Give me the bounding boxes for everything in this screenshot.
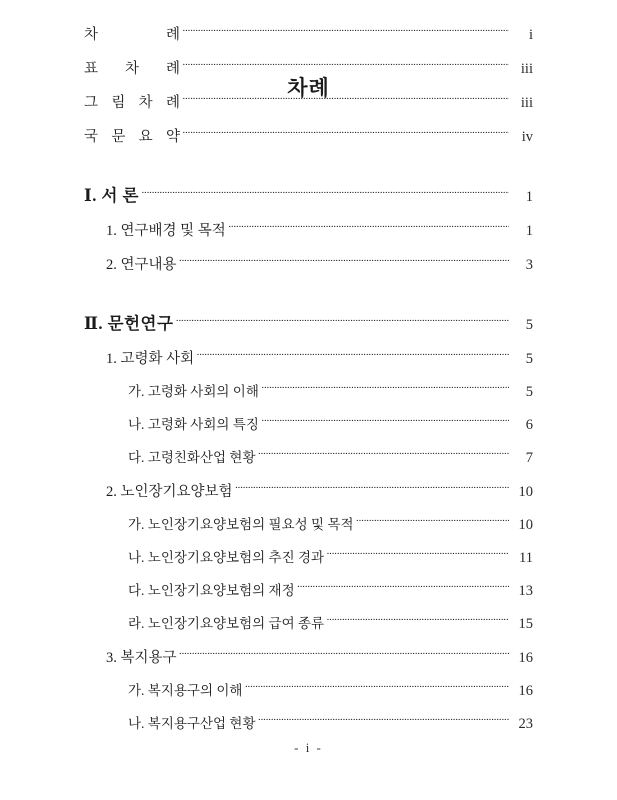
dot-leader bbox=[141, 185, 509, 202]
label-char: 표 bbox=[84, 61, 99, 77]
toc-entry-subsection[interactable] bbox=[128, 413, 533, 434]
toc-section bbox=[84, 646, 533, 667]
dot-leader bbox=[179, 255, 509, 270]
toc-entry-page: 5 bbox=[525, 351, 533, 367]
toc-section bbox=[84, 480, 533, 501]
dot-leader bbox=[244, 682, 509, 696]
toc-entry-page: iii bbox=[520, 61, 533, 77]
toc-subsection bbox=[84, 712, 533, 733]
toc-entry-front-3[interactable] bbox=[84, 125, 533, 146]
label-char: 국 bbox=[84, 129, 99, 145]
toc-entry-page: 10 bbox=[518, 517, 533, 533]
toc-subsection bbox=[84, 579, 533, 600]
dot-leader bbox=[258, 449, 510, 463]
toc-entry-subsection[interactable] bbox=[128, 513, 533, 534]
dot-leader bbox=[356, 516, 509, 530]
toc-entry-page: 1 bbox=[525, 223, 533, 239]
toc-entry-page: i bbox=[528, 27, 533, 43]
toc-entry-label: 라. 노인장기요양보험의 급여 종류 bbox=[128, 616, 325, 631]
toc-chapter-2 bbox=[84, 310, 533, 334]
toc-subsection bbox=[84, 413, 533, 434]
toc-entry-front-0[interactable] bbox=[84, 23, 533, 44]
label-char: 문 bbox=[111, 129, 126, 145]
toc-entry-subsection[interactable] bbox=[128, 712, 533, 733]
toc-entry-label: 나. 노인장기요양보험의 추진 경과 bbox=[128, 550, 325, 565]
toc-entry-page: iv bbox=[521, 129, 533, 145]
toc-entry-page: iii bbox=[520, 95, 533, 111]
dot-leader bbox=[297, 582, 509, 596]
label-char: 약 bbox=[165, 129, 180, 145]
dot-leader bbox=[326, 549, 509, 563]
toc-subsection bbox=[84, 446, 533, 467]
dot-leader bbox=[179, 648, 509, 663]
toc-entry-page: 16 bbox=[518, 650, 533, 666]
dot-leader bbox=[182, 127, 509, 142]
page-title: 차례 bbox=[287, 76, 330, 100]
toc-entry-label: 1. 고령화 사회 bbox=[106, 351, 195, 367]
toc-section bbox=[84, 253, 533, 274]
dot-leader bbox=[228, 221, 509, 236]
label-char: 림 bbox=[111, 95, 126, 111]
dot-leader bbox=[175, 313, 509, 330]
toc-entry-front-2[interactable] bbox=[84, 91, 533, 112]
toc-entry-chapter[interactable] bbox=[84, 182, 533, 206]
toc-entry-page: 10 bbox=[518, 484, 533, 500]
toc-entry-subsection[interactable] bbox=[128, 446, 533, 467]
toc-entry-page: 15 bbox=[518, 616, 533, 632]
toc-section bbox=[84, 347, 533, 368]
label-char: 차 bbox=[84, 27, 99, 43]
toc-entry-page: 23 bbox=[518, 716, 533, 732]
toc-entry-page: 6 bbox=[525, 417, 533, 433]
dot-leader bbox=[182, 59, 509, 74]
toc-subsection bbox=[84, 380, 533, 401]
label-char: 례 bbox=[165, 95, 180, 111]
toc-entry-label: 2. 노인장기요양보험 bbox=[106, 484, 233, 500]
toc-section bbox=[84, 219, 533, 240]
toc-entry-label: 나. 복지용구산업 현황 bbox=[128, 716, 256, 731]
label-char: 요 bbox=[138, 129, 153, 145]
label-char: 례 bbox=[165, 27, 180, 43]
toc-entry-label: 가. 고령화 사회의 이해 bbox=[128, 384, 259, 399]
toc-entry-label: 가. 노인장기요양보험의 필요성 및 목적 bbox=[128, 517, 354, 532]
toc-subsection bbox=[84, 612, 533, 633]
toc-entry-label bbox=[84, 57, 180, 78]
toc-entry-subsection[interactable] bbox=[128, 579, 533, 600]
toc-entry-subsection[interactable] bbox=[128, 380, 533, 401]
label-char: 례 bbox=[165, 61, 180, 77]
toc-subsection bbox=[84, 513, 533, 534]
toc-entry-page: 7 bbox=[525, 450, 533, 466]
toc-entry-label: 2. 연구내용 bbox=[106, 257, 177, 273]
toc-entry-label bbox=[84, 125, 180, 146]
toc-subsection bbox=[84, 679, 533, 700]
dot-leader bbox=[326, 615, 509, 629]
toc-entry-subsection[interactable] bbox=[128, 546, 533, 567]
toc-entry-label: 다. 고령친화산업 현황 bbox=[128, 450, 256, 465]
dot-leader bbox=[196, 349, 509, 364]
front-matter-list bbox=[84, 23, 533, 146]
toc-entry-label bbox=[84, 91, 180, 112]
toc-entry-page: 5 bbox=[525, 317, 533, 333]
toc-subsection bbox=[84, 546, 533, 567]
dot-leader bbox=[261, 416, 509, 430]
toc-entry-label: Ⅰ. 서 론 bbox=[84, 186, 139, 205]
toc-entry-page: 1 bbox=[525, 189, 533, 205]
toc-entry-label: 다. 노인장기요양보험의 재정 bbox=[128, 583, 295, 598]
toc-entry-subsection[interactable] bbox=[128, 612, 533, 633]
toc-entry-front-1[interactable] bbox=[84, 57, 533, 78]
toc-entry-label: 가. 복지용구의 이해 bbox=[128, 683, 243, 698]
toc-entry-page: 16 bbox=[518, 683, 533, 699]
toc-entry-page: 11 bbox=[519, 550, 533, 566]
toc-entry-chapter[interactable] bbox=[84, 310, 533, 334]
toc-entry-label: 나. 고령화 사회의 특징 bbox=[128, 417, 259, 432]
toc-entry-label: 3. 복지용구 bbox=[106, 650, 177, 666]
toc-entry-section[interactable] bbox=[106, 347, 533, 368]
toc-entry-section[interactable] bbox=[106, 646, 533, 667]
toc-entry-subsection[interactable] bbox=[128, 679, 533, 700]
toc-entry-label bbox=[84, 23, 180, 44]
label-char: 차 bbox=[124, 61, 139, 77]
label-char: 차 bbox=[138, 95, 153, 111]
toc-content bbox=[84, 0, 533, 733]
dot-leader bbox=[235, 482, 509, 497]
page-number-footer: - i - bbox=[294, 740, 323, 755]
toc-entry-section[interactable] bbox=[106, 219, 533, 240]
toc-entry-section[interactable] bbox=[106, 253, 533, 274]
toc-entry-label: Ⅱ. 문헌연구 bbox=[84, 314, 174, 333]
toc-entry-page: 5 bbox=[525, 384, 533, 400]
dot-leader bbox=[182, 25, 509, 40]
toc-entry-page: 3 bbox=[525, 257, 533, 273]
toc-entry-label: 1. 연구배경 및 목적 bbox=[106, 223, 226, 239]
toc-entry-section[interactable] bbox=[106, 480, 533, 501]
dot-leader bbox=[182, 93, 509, 108]
toc-entry-page: 13 bbox=[518, 583, 533, 599]
dot-leader bbox=[258, 715, 510, 729]
toc-chapter-1 bbox=[84, 182, 533, 206]
dot-leader bbox=[261, 383, 509, 397]
label-char: 그 bbox=[84, 95, 99, 111]
